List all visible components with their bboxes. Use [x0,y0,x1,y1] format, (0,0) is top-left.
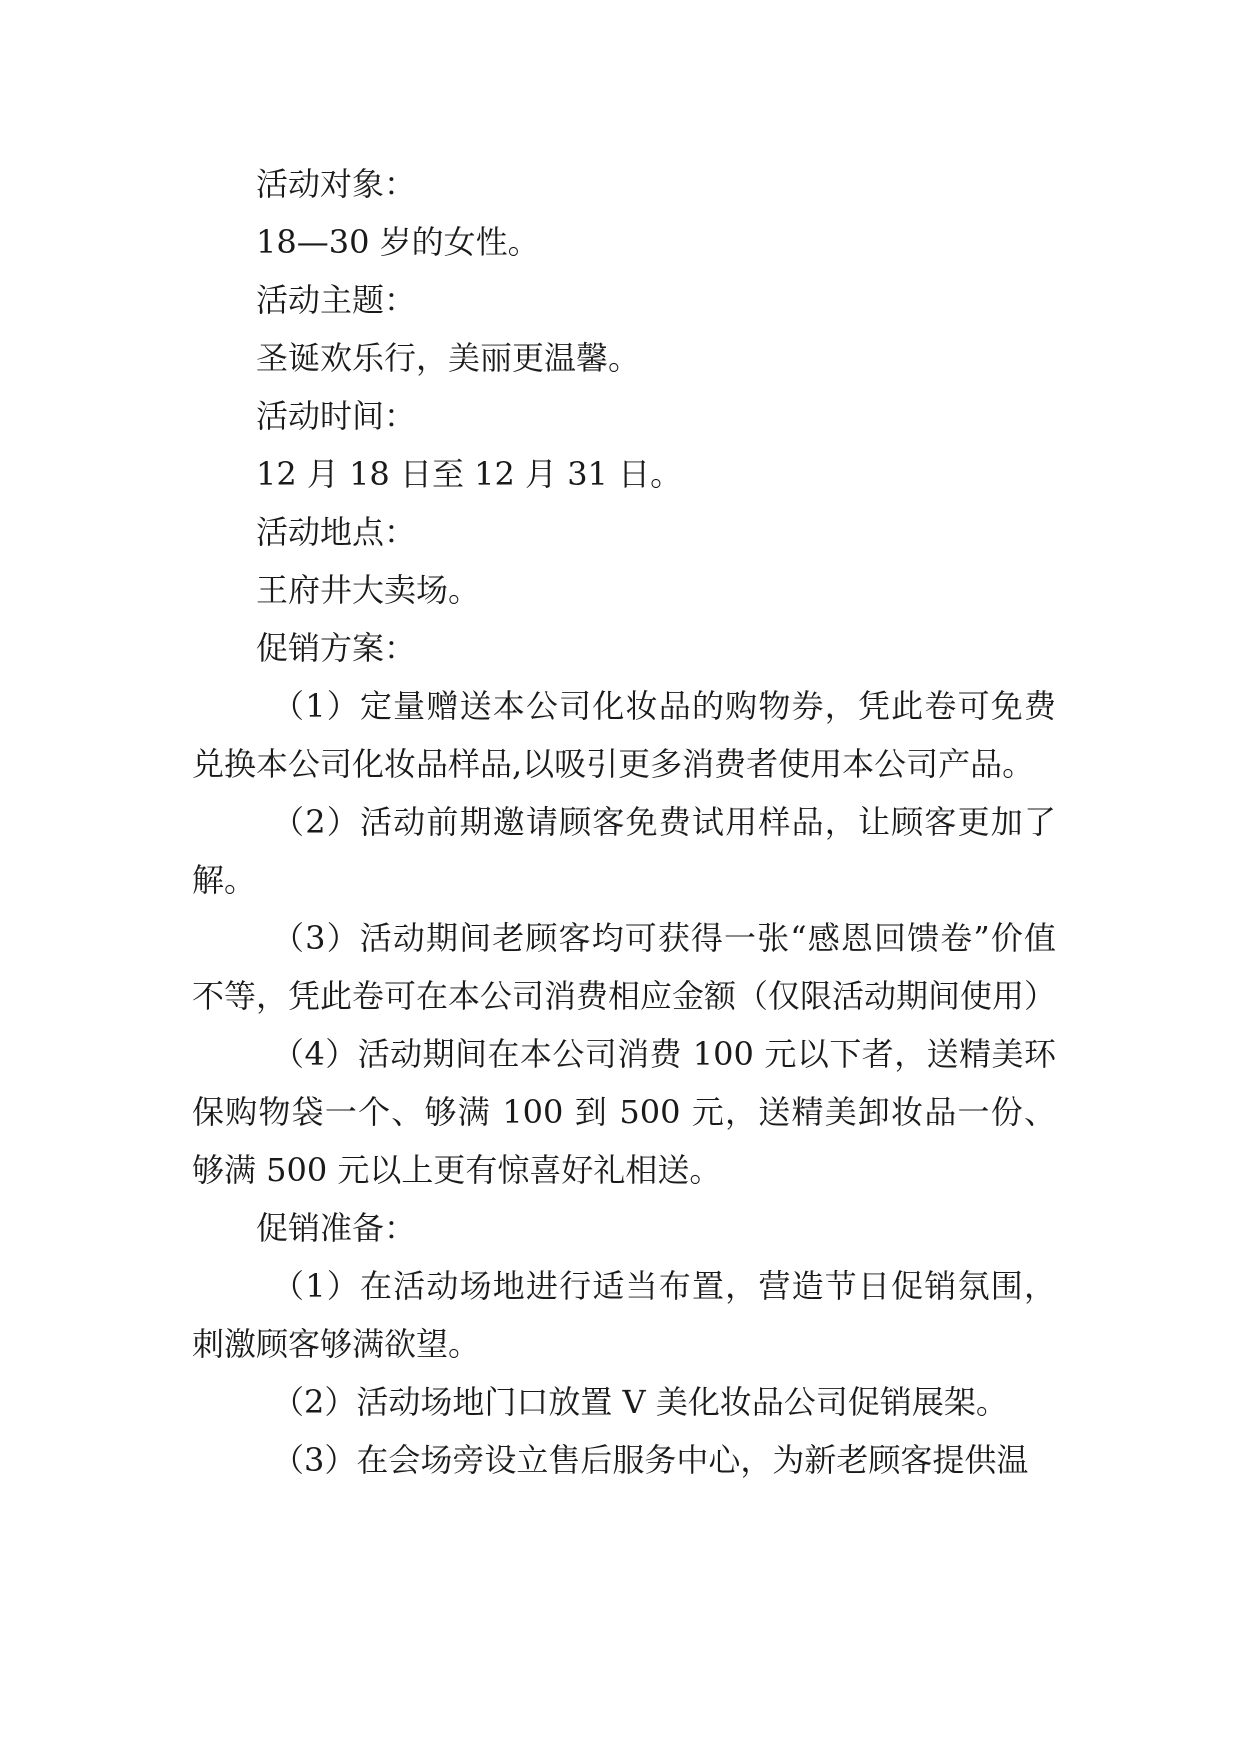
heading-promo-prep: 促销准备： [256,1209,417,1247]
heading-promo-plan: 促销方案： [256,629,417,667]
label-time: 活动时间： [256,397,417,435]
label-theme: 活动主题： [256,281,417,319]
value-theme: 圣诞欢乐行，美丽更温馨。 [256,339,641,377]
value-audience: 18—30 岁的女性。 [256,223,540,261]
value-time: 12 月 18 日至 12 月 31 日。 [256,455,683,493]
promo-item-2: （2）活动前期邀请顾客免费试用样品，让顾客更加了解。 [192,803,1056,899]
prep-item-1: （1）在活动场地进行适当布置，营造节日促销氛围，刺激顾客够满欲望。 [192,1267,1056,1363]
promo-item-1: （1）定量赠送本公司化妆品的购物券，凭此卷可免费兑换本公司化妆品样品,以吸引更多消费者使用本公司产品。 [192,687,1056,783]
promo-item-3: （3）活动期间老顾客均可获得一张“感恩回馈卷”价值不等，凭此卷可在本公司消费相应金额（仅限活动期间使用） [192,919,1057,1015]
value-location: 王府井大卖场。 [256,571,481,609]
label-location: 活动地点： [256,513,417,551]
label-audience: 活动对象： [256,165,417,203]
prep-item-3: （3）在会场旁设立售后服务中心，为新老顾客提供温 [272,1441,1029,1479]
document-page [192,155,1056,1489]
prep-item-2: （2）活动场地门口放置 V 美化妆品公司促销展架。 [272,1383,1008,1421]
promo-item-4: （4）活动期间在本公司消费 100 元以下者，送精美环保购物袋一个、够满 100 到 500 元，送精美卸妆品一份、够满 500 元以上更有惊喜好礼相送。 [192,1035,1056,1189]
